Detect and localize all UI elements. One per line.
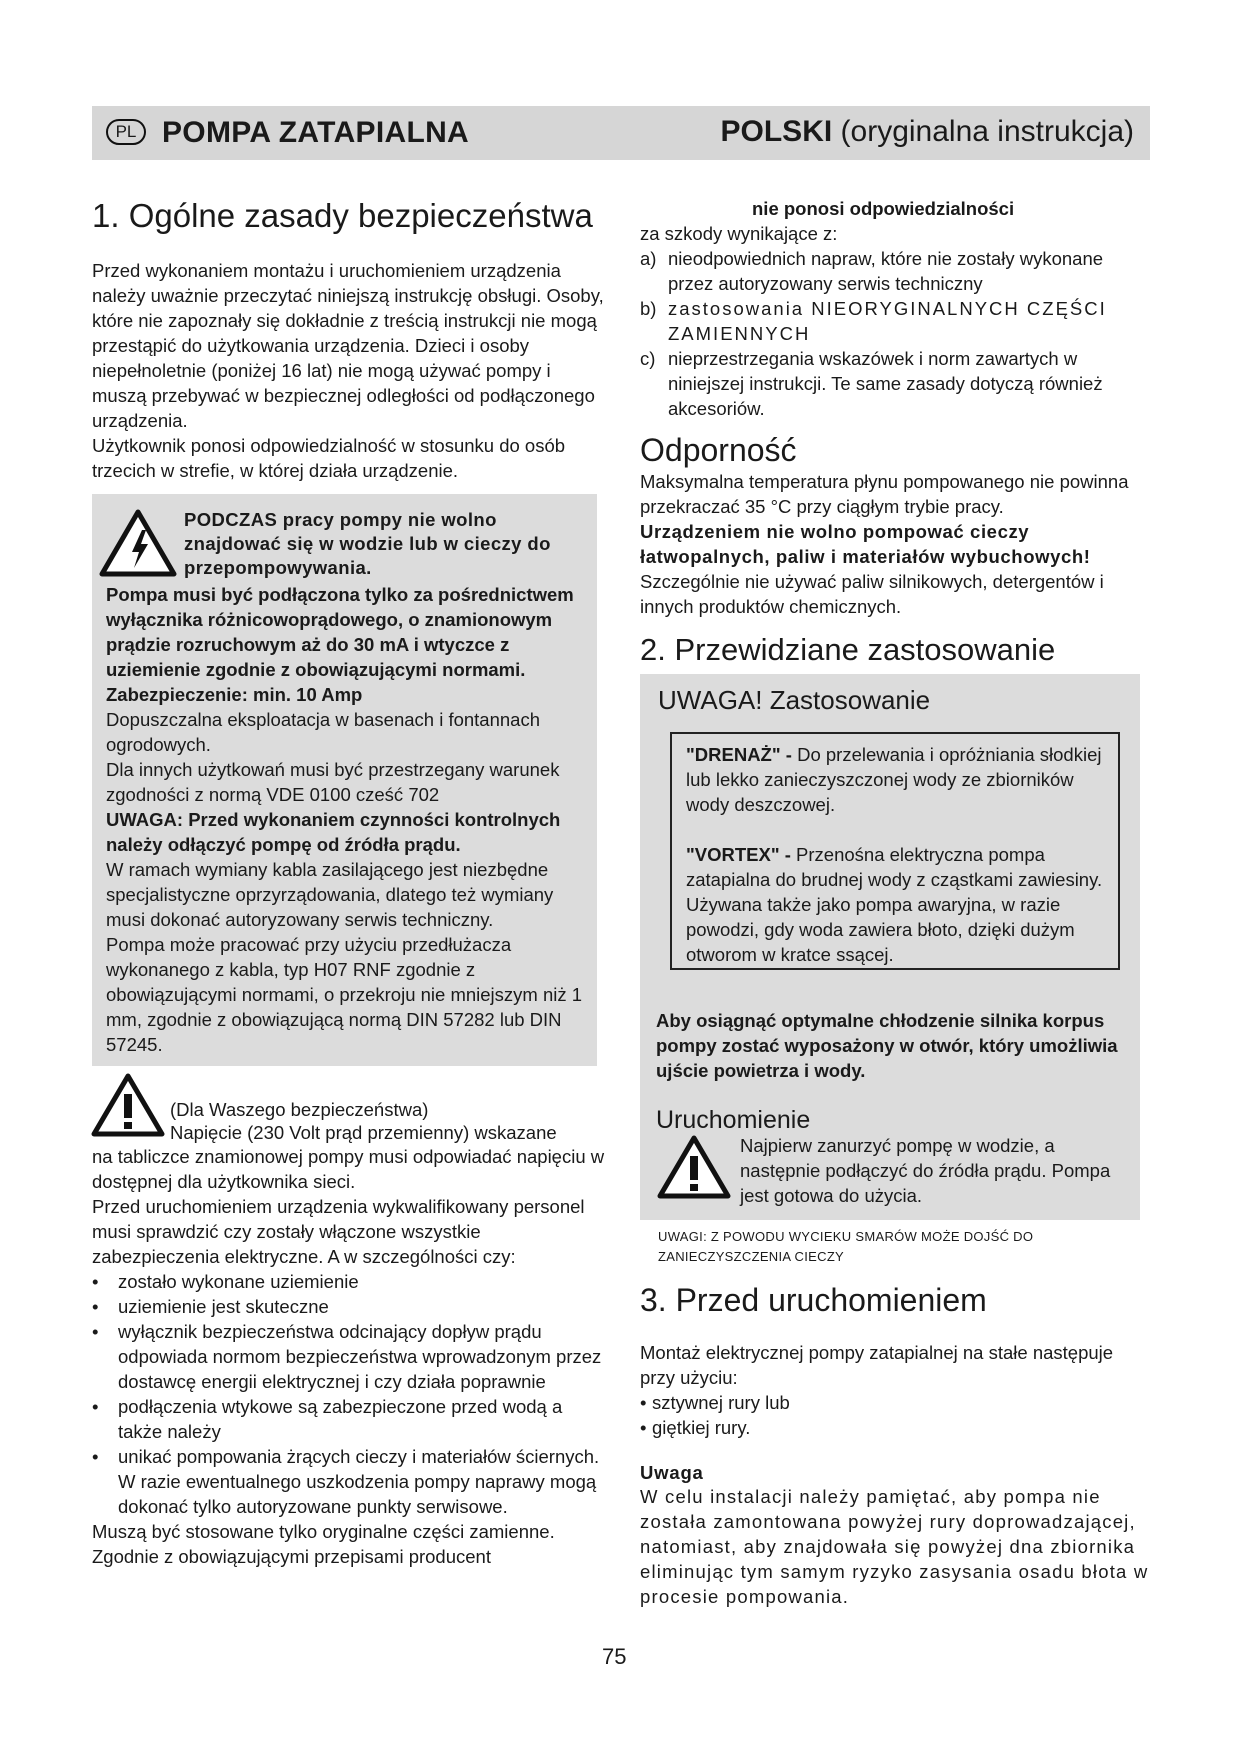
startup-title: Uruchomienie (656, 1106, 811, 1134)
section-1-title: 1. Ogólne zasady bezpieczeństwa (92, 197, 593, 234)
language-note: (oryginalna instrukcja) (832, 115, 1134, 148)
resistance-paragraph-2: Szczególnie nie używać paliw silnikowych, detergentów i innych produktów chemicznych. (640, 571, 1104, 617)
resistance-bold: Urządzeniem nie wolno pompować cieczy łatwopalnych, paliw i materiałów wybuchowych! (640, 521, 1091, 567)
box-bold-1: Pompa musi być podłączona tylko za pośrednictwem wyłącznika różnicowoprądowego, o znamionowym prądzie rozruchowym aż do 30 mA i wtyczce z uziemienie zgodnie z obowiązującymi normami. (106, 584, 574, 680)
list-item: zastosowania NIEORYGINALNYCH CZĘŚCI ZAMIENNYCH (668, 298, 1107, 344)
box-para-4: Pompa może pracować przy użyciu przedłużacza wykonanego z kabla, typ H07 RNF zgodnie z obowiązującymi normami, o przekroju nie mniejszym niż 1 mm, zgodnie z obowiązującą normą DIN 57282 lub DIN 57245. (106, 934, 583, 1055)
damages-intro: za szkody wynikające z: (640, 223, 838, 244)
box-para-2: Dla innych użytkowań musi być przestrzegany warunek zgodności z normą VDE 0100 cześć 702 (106, 759, 560, 805)
list-item: • wyłącznik bezpieczeństwa odcinający dopływ prądu odpowiada normom bezpieczeństwa wprowadzonym przez dostawcę energii elektrycznej i czy działa poprawnie (92, 1319, 607, 1394)
list-item: nieodpowiednich napraw, które nie zostały wykonane przez autoryzowany serwis techniczny (668, 248, 1104, 294)
box-warn-heading: PODCZAS pracy pompy nie wolno znajdować się w wodzie lub w cieczy do przepompowywania. (184, 509, 551, 578)
drenaz-label: "DRENAŻ" - (686, 744, 792, 765)
warning-icon (656, 1134, 732, 1200)
application-panel-title: UWAGA! Zastosowanie (658, 685, 931, 715)
startup-text: Najpierw zanurzyć pompę w wodzie, a następnie podłączyć do źródła prądu. Pompa jest gotowa do użycia. (740, 1135, 1111, 1206)
list-item: • giętkiej rury. (640, 1415, 1150, 1440)
box-para-1: Dopuszczalna eksploatacja w basenach i fontannach ogrodowych. (106, 709, 541, 755)
vortex-text: Przenośna elektryczna pompa zatapialna do brudnej wody z cząstkami zawiesiny. Używana także jako pompa awaryjna, w razie powodzi, gdy woda zawiera błoto, dzięki dużym otworom w kratce ssącej. (686, 844, 1103, 965)
safety-line-2: Napięcie (230 Volt prąd przemienny) wskazane (170, 1122, 557, 1143)
safety-line-1: (Dla Waszego bezpieczeństwa) (170, 1099, 429, 1120)
s3-list (640, 1390, 1150, 1440)
no-responsibility: nie ponosi odpowiedzialności (752, 198, 1015, 219)
end-paragraph-1: Muszą być stosowane tylko oryginalne części zamienne. (92, 1521, 555, 1542)
note-heading: Uwaga (640, 1462, 704, 1483)
page-number: 75 (602, 1644, 627, 1669)
safety-rest: na tabliczce znamionowej pompy musi odpowiadać napięciu w dostępnej dla użytkownika sieci. (92, 1146, 605, 1192)
s1-paragraph-1: Przed wykonaniem montażu i uruchomieniem urządzenia należy uważnie przeczytać niniejszą instrukcję obsługi. Osoby, które nie zapoznały się dokładnie z treścią instrukcji nie mogą przestąpić do użytkowania urządzenia. Dzieci i osoby niepełnoletnie (poniżej 16 lat) nie mogą używać pompy i muszą przebywać w bezpiecznej odległości od podłączonego urządzenia. (92, 260, 604, 431)
end-paragraph-2: Zgodnie z obowiązującymi przepisami producent (92, 1546, 491, 1567)
section-3-title: 3. Przed uruchomieniem (640, 1282, 987, 1318)
document-title: POMPA ZATAPIALNA (162, 116, 469, 149)
drenaz-text: Do przelewania i opróżniania słodkiej lub lekko zanieczyszczonej wody ze zbiorników wody deszczowej. (686, 744, 1102, 815)
list-item: • uziemienie jest skuteczne (92, 1294, 607, 1319)
resistance-paragraph-1: Maksymalna temperatura płynu pompowanego nie powinna przekraczać 35 °C przy ciągłym trybie pracy. (640, 471, 1129, 517)
list-item: • sztywnej rury lub (640, 1390, 1150, 1415)
resistance-title: Odporność (640, 432, 797, 468)
list-item: • zostało wykonane uziemienie (92, 1269, 607, 1294)
language-name: POLSKI (720, 115, 833, 148)
note-text: W celu instalacji należy pamiętać, aby pompa nie została zamontowana powyżej rury doprowadzającej, natomiast, aby znajdowała się powyżej dna zbiornika eliminując tym samym ryzyko zasysania osadu błota w procesie pompowania. (640, 1486, 1149, 1607)
language-badge: PL (106, 119, 146, 145)
safety-checklist (92, 1269, 607, 1519)
safety-warning-box (92, 494, 597, 1066)
s3-paragraph: Montaż elektrycznej pompy zatapialnej na stałe następuje przy użyciu: (640, 1342, 1114, 1388)
vortex-label: "VORTEX" - (686, 844, 791, 865)
section-2-title: 2. Przewidziane zastosowanie (640, 632, 1056, 667)
list-item: • podłączenia wtykowe są zabezpieczone przed wodą a także należy (92, 1394, 607, 1444)
oil-leak-note: UWAGI: Z POWODU WYCIEKU SMARÓW MOŻE DOJŚĆ DO ZANIECZYSZCZENIA CIECZY (658, 1229, 1034, 1264)
warning-icon (90, 1072, 166, 1138)
list-marker: a) (640, 248, 657, 269)
box-para-3: W ramach wymiany kabla zasilającego jest niezbędne specjalistyczne oprzyrządowania, dlatego też wymiany musi dokonać autoryzowany serwis techniczny. (106, 859, 554, 930)
box-bold-2: Zabezpieczenie: min. 10 Amp (106, 684, 363, 705)
header-bar (92, 106, 1150, 160)
electric-warning-icon (98, 508, 178, 578)
language-label (721, 115, 1134, 149)
list-item: • unikać pompowania żrących cieczy i materiałów ściernych. W razie ewentualnego uszkodzenia pompy naprawy mogą dokonać tylko autoryzowane punkty serwisowe. (92, 1444, 607, 1519)
cooling-note: Aby osiągnąć optymalne chłodzenie silnika korpus pompy zostać wyposażony w otwór, który umożliwia ujście powietrza i wody. (656, 1010, 1118, 1081)
application-types-box (670, 732, 1120, 970)
list-marker: b) (640, 298, 657, 319)
list-marker: c) (640, 348, 656, 369)
s1-paragraph-2: Użytkownik ponosi odpowiedzialność w stosunku do osób trzecich w strefie, w której działa urządzenie. (92, 435, 566, 481)
list-item: nieprzestrzegania wskazówek i norm zawartych w niniejszej instrukcji. Te same zasady dotyczą również akcesoriów. (668, 348, 1103, 419)
application-panel (640, 674, 1140, 1220)
safety-paragraph-2: Przed uruchomieniem urządzenia wykwalifikowany personel musi sprawdzić czy zostały włączone wszystkie zabezpieczenia elektryczne. A w szczególności czy: (92, 1196, 585, 1267)
box-bold-3: UWAGA: Przed wykonaniem czynności kontrolnych należy odłączyć pompę od źródła prądu. (106, 809, 561, 855)
